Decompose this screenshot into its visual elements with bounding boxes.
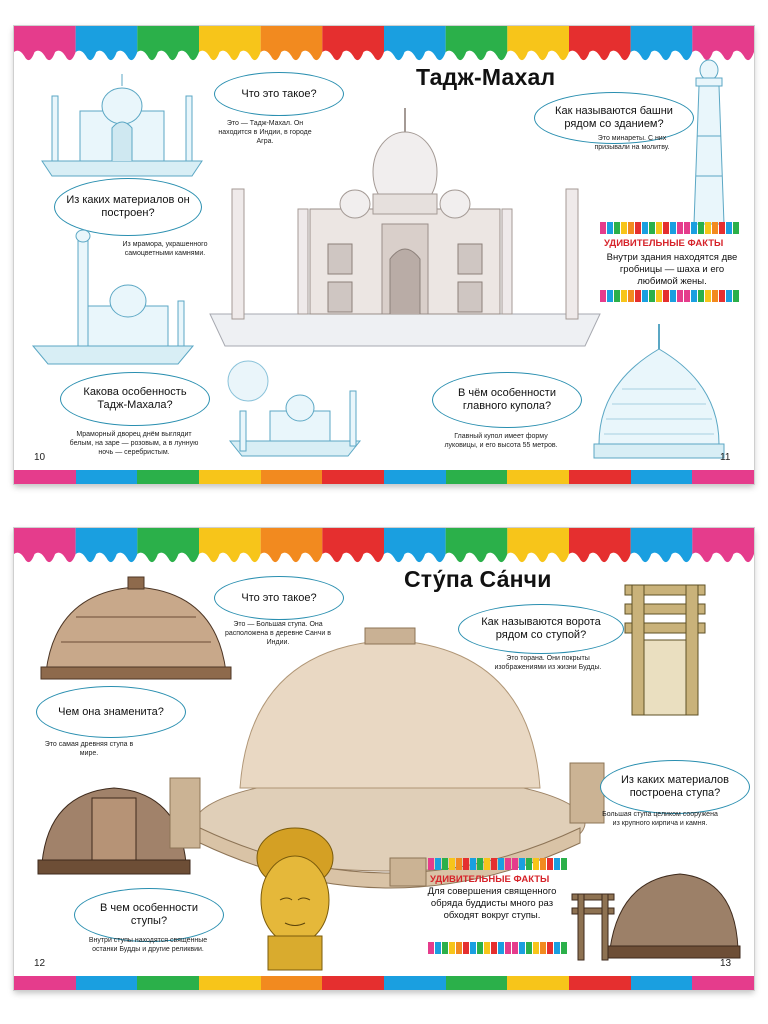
bar-segment <box>631 470 693 484</box>
wave-segment <box>137 528 199 562</box>
wave-segment <box>507 26 569 60</box>
strip-segment <box>463 942 469 954</box>
minaret-sketch-icon <box>684 56 734 226</box>
strip-segment <box>505 858 511 870</box>
bar-segment <box>507 470 569 484</box>
strip-segment <box>428 858 434 870</box>
strip-segment <box>456 942 462 954</box>
rainbow-bar-bottom <box>14 470 754 484</box>
wave-segment <box>446 26 508 60</box>
strip-segment <box>484 858 490 870</box>
strip-segment <box>533 942 539 954</box>
answer-features: Внутри ступы находятся священные останки Будды и другие реликвии. <box>88 937 208 953</box>
strip-segment <box>512 942 518 954</box>
page-number-right: 13 <box>720 958 732 969</box>
strip-segment <box>491 942 497 954</box>
strip-segment <box>705 290 711 302</box>
strip-segment <box>600 290 606 302</box>
bar-segment <box>569 470 631 484</box>
strip-segment <box>705 222 711 234</box>
facts-text: Для совершения священного обряда буддисты много раз обходят вокруг ступы. <box>427 886 557 921</box>
answer-gates: Это торана. Они покрыты изображениями из жизни Будды. <box>494 655 602 671</box>
bar-segment <box>692 976 754 990</box>
strip-segment <box>554 858 560 870</box>
wave-segment <box>384 528 446 562</box>
answer-what-is-it: Это — Тадж-Махал. Он находится в Индии, в городе Агра. <box>218 120 312 145</box>
question-bubble-towers: Как называются башни рядом со зданием? <box>534 92 694 144</box>
strip-segment <box>642 222 648 234</box>
onion-dome-sketch-icon <box>594 324 724 464</box>
strip-segment <box>691 222 697 234</box>
strip-segment <box>649 290 655 302</box>
strip-segment <box>512 858 518 870</box>
strip-segment <box>698 290 704 302</box>
question-bubble-what-is-it: Что это такое? <box>214 72 344 116</box>
wave-segment <box>569 26 631 60</box>
wave-segment <box>384 26 446 60</box>
facts-text: Внутри здания находятся две гробницы — шаха и его любимой жены. <box>606 252 738 287</box>
taj-mahal-spread <box>14 26 754 484</box>
strip-segment <box>649 222 655 234</box>
strip-segment <box>684 290 690 302</box>
strip-segment <box>684 222 690 234</box>
bar-segment <box>322 976 384 990</box>
strip-segment <box>733 290 739 302</box>
strip-segment <box>449 942 455 954</box>
bar-segment <box>384 470 446 484</box>
answer-feature: Мраморный дворец днём выглядит белым, на заре — розовым, а в лунную ночь — серебристым. <box>69 431 199 456</box>
page-title: Сту́па Са́нчи <box>404 566 552 592</box>
facts-title: УДИВИТЕЛЬНЫЕ ФАКТЫ <box>604 238 724 249</box>
strip-segment <box>677 290 683 302</box>
answer-dome: Главный купол имеет форму луковицы, и его высота 55 метров. <box>444 433 558 449</box>
answer-materials: Из мрамора, украшенного самоцветными камнями. <box>122 241 208 257</box>
question-bubble-features: В чем особенности ступы? <box>74 888 224 942</box>
question-bubble-materials: Из каких материалов построена ступа? <box>600 760 750 814</box>
strip-segment <box>726 290 732 302</box>
rainbow-strip-bottom <box>428 942 568 954</box>
bar-segment <box>322 470 384 484</box>
strip-segment <box>712 290 718 302</box>
answer-materials: Большая ступа целиком сооружена из крупного кирпича и камня. <box>602 811 718 827</box>
question-bubble-what-is-it: Что это такое? <box>214 576 344 620</box>
answer-famous: Это самая древняя ступа в мире. <box>44 741 134 757</box>
taj-mahal-small-sketch-icon <box>220 356 360 466</box>
bar-segment <box>14 976 76 990</box>
strip-segment <box>607 290 613 302</box>
strip-segment <box>670 290 676 302</box>
strip-segment <box>691 290 697 302</box>
bar-segment <box>199 976 261 990</box>
bar-segment <box>507 976 569 990</box>
wave-segment <box>199 528 261 562</box>
question-bubble-gates: Как называются ворота рядом со ступой? <box>458 604 624 654</box>
answer-towers: Это минареты. С них призывали на молитву. <box>594 135 670 151</box>
rainbow-bar-bottom <box>14 976 754 990</box>
bar-segment <box>199 470 261 484</box>
strip-segment <box>726 222 732 234</box>
bar-segment <box>261 976 323 990</box>
bar-segment <box>76 470 138 484</box>
strip-segment <box>561 858 567 870</box>
strip-segment <box>719 222 725 234</box>
question-bubble-materials: Из каких материалов он построен? <box>54 178 202 236</box>
answer-what-is-it: Это — Большая ступа. Она расположена в деревне Санчи в Индии. <box>224 621 332 646</box>
strip-segment <box>470 858 476 870</box>
strip-segment <box>554 942 560 954</box>
torana-gate-icon <box>620 580 710 720</box>
wave-segment <box>14 528 76 562</box>
wave-segment <box>692 528 754 562</box>
taj-mahal-side-sketch-icon <box>28 226 198 366</box>
bar-segment <box>384 976 446 990</box>
strip-segment <box>621 222 627 234</box>
strip-segment <box>656 290 662 302</box>
strip-segment <box>677 222 683 234</box>
wave-segment <box>322 528 384 562</box>
strip-segment <box>498 858 504 870</box>
strip-segment <box>698 222 704 234</box>
strip-segment <box>428 942 434 954</box>
bar-segment <box>76 976 138 990</box>
wave-segment <box>569 528 631 562</box>
strip-segment <box>663 222 669 234</box>
strip-segment <box>733 222 739 234</box>
strip-segment <box>628 222 634 234</box>
question-bubble-feature: Какова особенность Тадж-Махала? <box>60 372 210 426</box>
strip-segment <box>526 858 532 870</box>
page-number-right: 11 <box>720 452 731 463</box>
bar-segment <box>569 976 631 990</box>
bar-segment <box>692 470 754 484</box>
strip-segment <box>656 222 662 234</box>
strip-segment <box>449 858 455 870</box>
taj-mahal-sketch-icon <box>32 66 212 176</box>
strip-segment <box>547 858 553 870</box>
strip-segment <box>435 942 441 954</box>
strip-segment <box>491 858 497 870</box>
sanchi-stupa-spread <box>14 528 754 990</box>
strip-segment <box>628 290 634 302</box>
wave-segment <box>76 26 138 60</box>
page-title: Тадж-Махал <box>416 64 556 90</box>
rainbow-wave-top <box>14 528 754 568</box>
wave-segment <box>446 528 508 562</box>
strip-segment <box>477 858 483 870</box>
rainbow-strip-bottom <box>600 290 740 302</box>
facts-title: УДИВИТЕЛЬНЫЕ ФАКТЫ <box>430 874 550 885</box>
strip-segment <box>470 942 476 954</box>
strip-segment <box>547 942 553 954</box>
wave-segment <box>261 26 323 60</box>
strip-segment <box>712 222 718 234</box>
strip-segment <box>498 942 504 954</box>
strip-segment <box>621 290 627 302</box>
strip-segment <box>463 858 469 870</box>
strip-segment <box>670 222 676 234</box>
question-bubble-dome: В чём особенности главного купола? <box>432 372 582 428</box>
strip-segment <box>642 290 648 302</box>
wave-segment <box>322 26 384 60</box>
question-bubble-famous: Чем она знаменита? <box>36 686 186 738</box>
bar-segment <box>137 470 199 484</box>
bar-segment <box>446 976 508 990</box>
wave-segment <box>261 528 323 562</box>
strip-segment <box>663 290 669 302</box>
strip-segment <box>519 942 525 954</box>
strip-segment <box>540 858 546 870</box>
strip-segment <box>614 290 620 302</box>
strip-segment <box>505 942 511 954</box>
wave-segment <box>631 528 693 562</box>
bar-segment <box>14 470 76 484</box>
rainbow-wave-top <box>14 26 754 66</box>
strip-segment <box>719 290 725 302</box>
wave-segment <box>199 26 261 60</box>
taj-mahal-illustration <box>210 94 600 349</box>
rainbow-strip-top <box>600 222 740 234</box>
wave-segment <box>76 528 138 562</box>
page-number-left: 12 <box>34 958 46 969</box>
strip-segment <box>635 222 641 234</box>
strip-segment <box>533 858 539 870</box>
wave-segment <box>507 528 569 562</box>
strip-segment <box>442 942 448 954</box>
strip-segment <box>635 290 641 302</box>
strip-segment <box>435 858 441 870</box>
bar-segment <box>631 976 693 990</box>
bar-segment <box>446 470 508 484</box>
strip-segment <box>614 222 620 234</box>
strip-segment <box>561 942 567 954</box>
strip-segment <box>540 942 546 954</box>
strip-segment <box>607 222 613 234</box>
buddha-head-icon <box>240 828 350 973</box>
strip-segment <box>477 942 483 954</box>
bar-segment <box>137 976 199 990</box>
strip-segment <box>442 858 448 870</box>
rainbow-strip-top <box>428 858 568 870</box>
strip-segment <box>456 858 462 870</box>
bar-segment <box>261 470 323 484</box>
page-number-left: 10 <box>34 452 46 463</box>
strip-segment <box>519 858 525 870</box>
strip-segment <box>484 942 490 954</box>
stupa-gate-icon <box>570 854 740 964</box>
strip-segment <box>526 942 532 954</box>
strip-segment <box>600 222 606 234</box>
wave-segment <box>137 26 199 60</box>
wave-segment <box>14 26 76 60</box>
